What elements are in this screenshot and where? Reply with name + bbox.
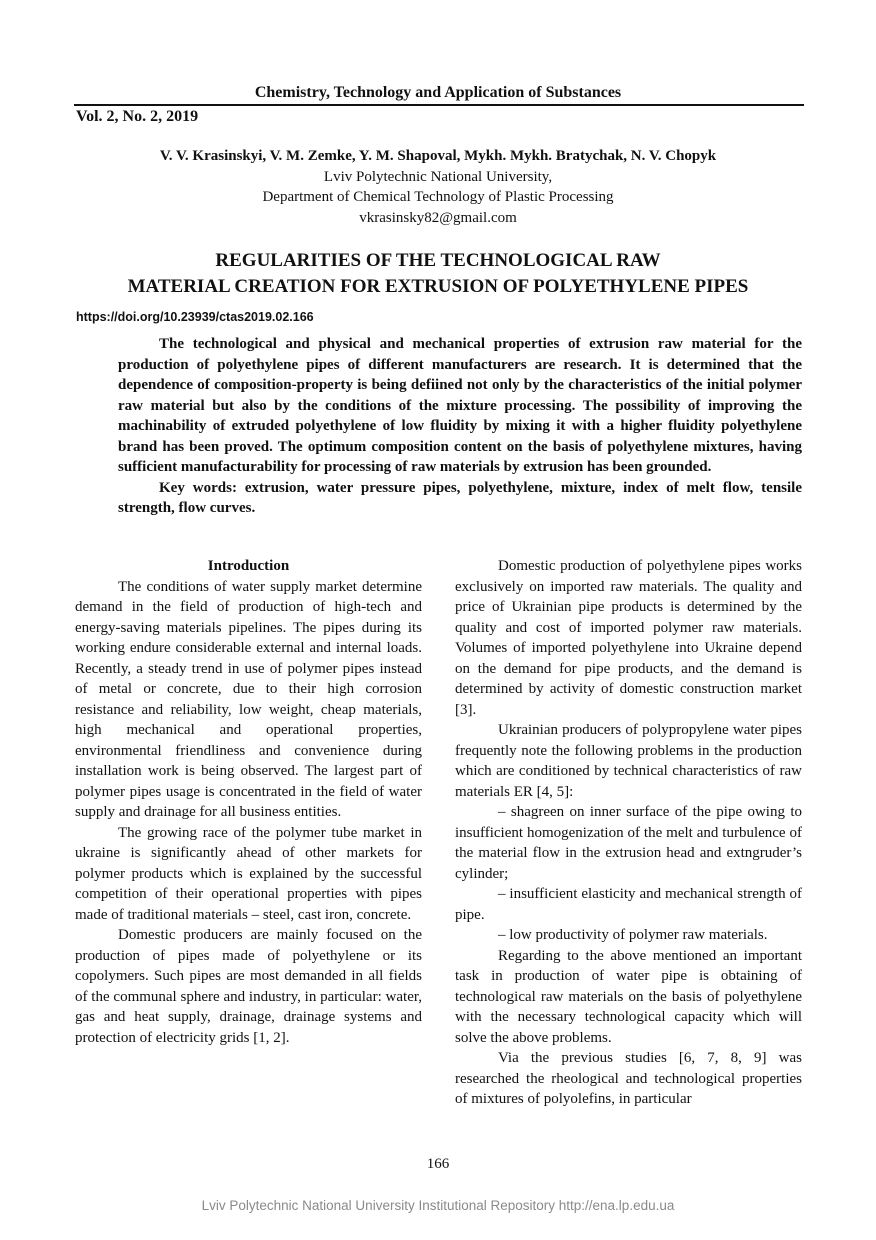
page-number: 166 xyxy=(426,1156,450,1172)
list-item: – shagreen on inner surface of the pipe owing to insufficient homogenization of the melt and turbulence of the material flow in the extrusion head and extngruder’s cylinder; xyxy=(455,804,802,882)
left-column xyxy=(75,556,422,1048)
paragraph: Ukrainian producers of polypropylene water pipes frequently note the following problems in the production which are conditioned by technical characteristics of raw materials ER [4, 5]: xyxy=(455,722,802,800)
email: vkrasinsky82@gmail.com xyxy=(359,209,517,226)
list-item: – low productivity of polymer raw materials. xyxy=(498,927,768,943)
header-rule xyxy=(74,104,804,106)
volume-info: Vol. 2, No. 2, 2019 xyxy=(76,108,199,125)
title-line-1: REGULARITIES OF THE TECHNOLOGICAL RAW xyxy=(215,250,661,271)
author-affiliation xyxy=(0,146,876,228)
university: Lviv Polytechnic National University, xyxy=(323,168,553,185)
right-column xyxy=(455,556,802,1110)
paragraph: Domestic producers are mainly focused on the production of pipes made of polyethylene or its copolymers. Such pipes are most demanded in all fields of the communal sphere and industry, in particular: water, gas and heat supply, drainage, drainage systems and protection of electricity grids [1, 2]. xyxy=(75,927,422,1046)
paragraph: Via the previous studies [6, 7, 8, 9] was researched the rheological and technological properties of mixtures of polyolefins, in particular xyxy=(455,1050,802,1107)
abstract-text: The technological and physical and mechanical properties of extrusion raw material for the production of polyethylene pipes of different manufacturers are research. It is determined that the dependence of composition-property is being defiined not only by the characteristics of the initial polymer raw material but also by the conditions of the mixture processing. The possibility of improving the machinability of extruded polyethylene of low fluidity by mixing it with a higher fluidity polyethylene brand has been proved. The optimum composition content on the basis of polyethylene mixtures, having sufficient manufacturability for processing of raw materials by extrusion has been grounded. xyxy=(118,336,802,475)
paragraph: Regarding to the above mentioned an important task in production of water pipe is obtaining of technological raw materials on the basis of polyethylene with the necessary technological capacity which will solve the above problems. xyxy=(455,947,802,1046)
list-item: – insufficient elasticity and mechanical strength of pipe. xyxy=(455,886,802,923)
doi-link[interactable]: https://doi.org/10.23939/ctas2019.02.166 xyxy=(76,310,314,324)
paragraph: The growing race of the polymer tube market in ukraine is significantly ahead of other markets for polymer products which is explained by the successful competition of their operational properties with pipes made of traditional materials – steel, cast iron, concrete. xyxy=(75,824,422,923)
section-heading-introduction: Introduction xyxy=(207,558,290,574)
repository-footer[interactable]: Lviv Polytechnic National University Institutional Repository http://ena.lp.edu.ua xyxy=(201,1198,675,1213)
paragraph: Domestic production of polyethylene pipes works exclusively on imported raw materials. The quality and price of Ukrainian pipe products is determined by the quality and cost of imported polymer raw materials. Volumes of imported polyethylene into Ukraine depend on the demand for pipe products, and the demand is determined by activity of domestic construction market [3]. xyxy=(455,558,802,718)
paper-title xyxy=(0,248,876,300)
paragraph: The conditions of water supply market determine demand in the field of production of high-tech and energy-saving materials pipelines. The pipes during its working endure considerable external and internal loads. Recently, a steady trend in use of polymer pipes instead of metal or concrete, due to their high corrosion resistance and reliability, low weight, cheap materials, high mechanical and operational properties, environmental friendliness and convenience during installation work is being observed. The largest part of polymer pipes usage is concentrated in the field of water supply and drainage for all business entities. xyxy=(75,578,422,820)
journal-title: Chemistry, Technology and Application of Substances xyxy=(254,84,622,101)
abstract xyxy=(118,334,802,519)
keywords: Key words: extrusion, water pressure pipes, polyethylene, mixture, index of melt flow, tensile strength, flow curves. xyxy=(118,479,802,516)
department: Department of Chemical Technology of Plastic Processing xyxy=(262,189,614,205)
title-line-2: MATERIAL CREATION FOR EXTRUSION OF POLYETHYLENE PIPES xyxy=(127,276,749,297)
authors: V. V. Krasinskyi, V. M. Zemke, Y. M. Shapoval, Mykh. Mykh. Bratychak, N. V. Chopyk xyxy=(159,148,717,164)
